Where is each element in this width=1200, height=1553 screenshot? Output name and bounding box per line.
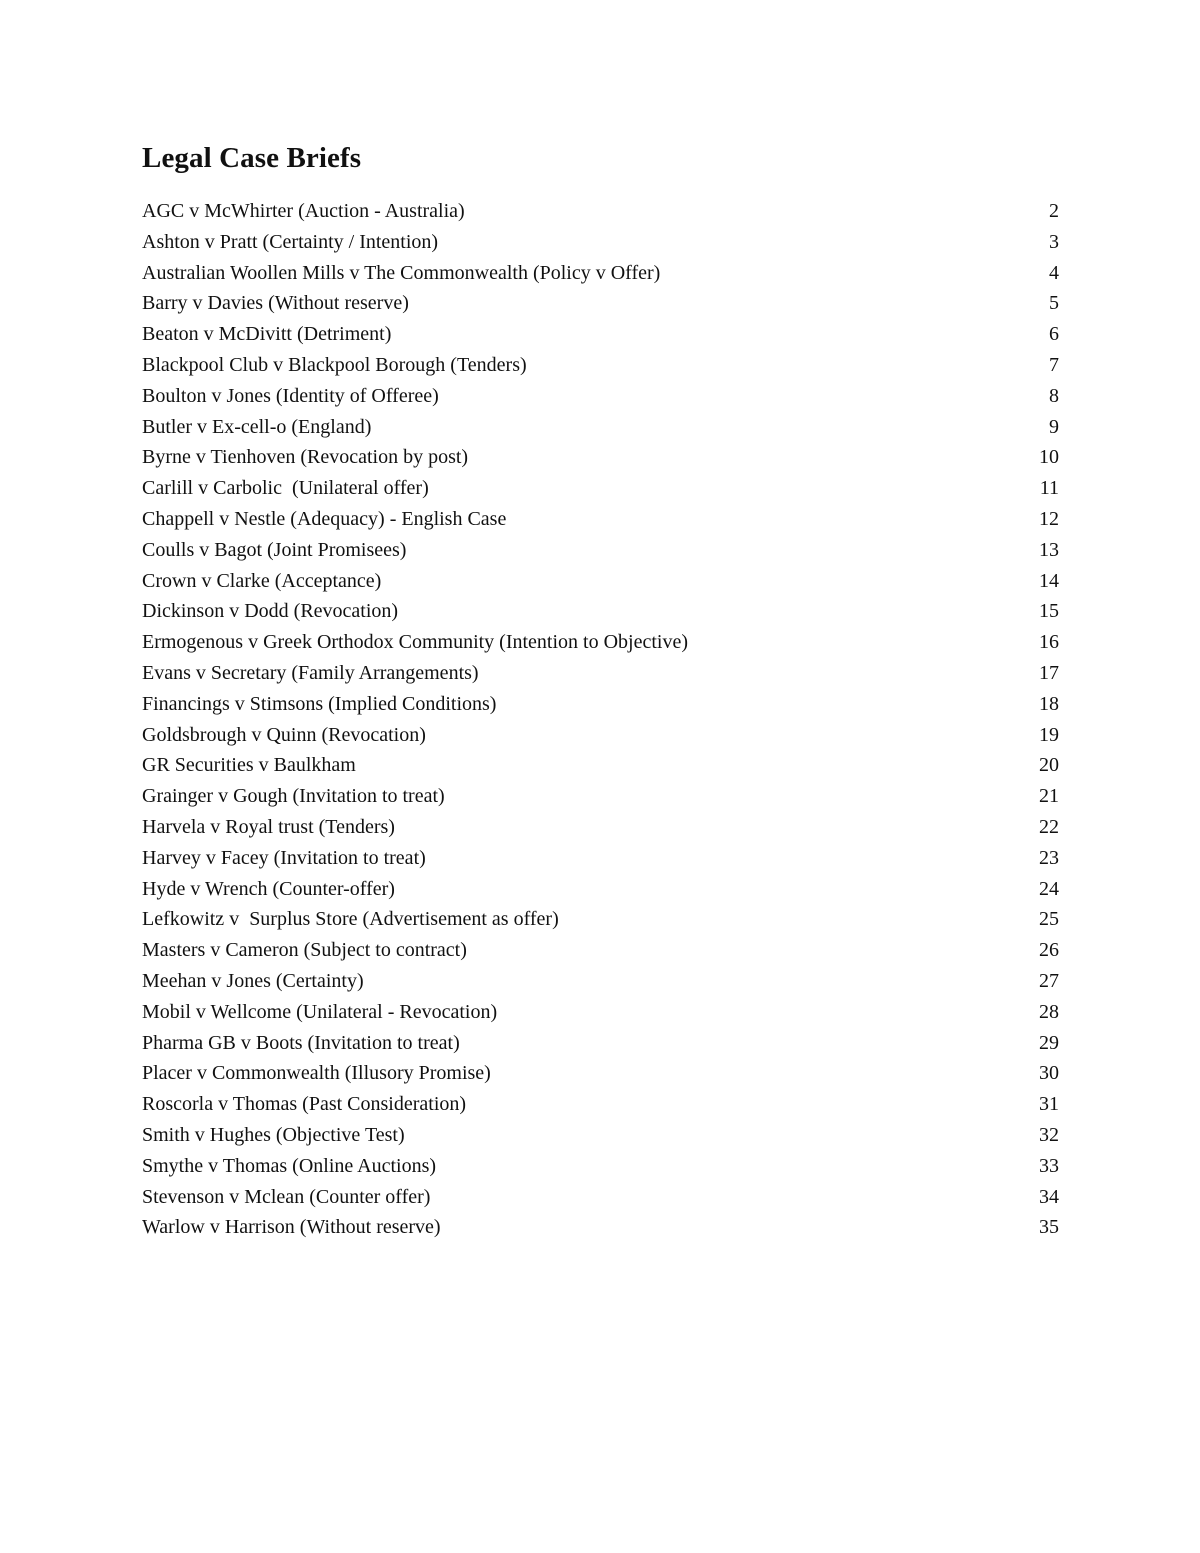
case-name: GR Securities v Baulkham <box>142 754 356 777</box>
toc-entry <box>142 997 1059 1028</box>
page-number: 27 <box>1039 969 1059 992</box>
case-name: Boulton v Jones (Identity of Offeree) <box>142 384 439 407</box>
case-name: Smythe v Thomas (Online Auctions) <box>142 1154 437 1177</box>
toc-entry <box>142 689 1059 720</box>
case-name: Financings v Stimsons (Implied Conditions) <box>142 692 497 715</box>
page-number: 17 <box>1039 661 1059 684</box>
toc-entry <box>142 473 1059 504</box>
page-number: 20 <box>1039 754 1059 777</box>
toc-entry <box>142 966 1059 997</box>
toc-entry <box>142 781 1059 812</box>
case-name: AGC v McWhirter (Auction - Australia) <box>142 200 465 222</box>
toc-entry <box>142 412 1059 443</box>
case-name: Grainger v Gough (Invitation to treat) <box>142 785 445 808</box>
case-name: Butler v Ex-cell-o (England) <box>142 415 372 438</box>
page-number: 12 <box>1039 507 1059 530</box>
case-name: Blackpool Club v Blackpool Borough (Tenders) <box>142 353 527 376</box>
toc-entry <box>142 1089 1059 1120</box>
page-number: 23 <box>1039 846 1059 869</box>
toc-entry <box>142 935 1059 966</box>
case-name: Australian Woollen Mills v The Commonwealth (Policy v Offer) <box>142 261 661 284</box>
page-number: 19 <box>1039 723 1059 746</box>
page-number: 26 <box>1039 939 1059 962</box>
case-name: Meehan v Jones (Certainty) <box>142 969 364 992</box>
case-name: Beaton v McDivitt (Detriment) <box>142 323 392 346</box>
toc-entry <box>142 504 1059 535</box>
page-number: 11 <box>1039 477 1059 500</box>
case-name: Mobil v Wellcome (Unilateral - Revocation) <box>142 1000 498 1023</box>
case-name: Dickinson v Dodd (Revocation) <box>142 600 399 623</box>
case-name: Roscorla v Thomas (Past Consideration) <box>142 1093 467 1116</box>
toc-entry <box>142 1120 1059 1151</box>
case-name: Byrne v Tienhoven (Revocation by post) <box>142 446 469 469</box>
toc-entry <box>142 750 1059 781</box>
page-number: 3 <box>1049 230 1059 253</box>
case-name: Barry v Davies (Without reserve) <box>142 292 409 315</box>
case-name: Goldsbrough v Quinn (Revocation) <box>142 723 426 746</box>
page-number: 10 <box>1039 446 1059 469</box>
case-name: Harvey v Facey (Invitation to treat) <box>142 846 426 869</box>
case-name: Warlow v Harrison (Without reserve) <box>142 1216 441 1239</box>
page-number: 15 <box>1039 600 1059 623</box>
toc-entry <box>142 566 1059 597</box>
page-number: 21 <box>1039 785 1059 808</box>
page-number: 14 <box>1039 569 1059 592</box>
case-name: Coulls v Bagot (Joint Promisees) <box>142 538 407 561</box>
page-number: 33 <box>1039 1154 1059 1177</box>
case-name: Hyde v Wrench (Counter-offer) <box>142 877 395 900</box>
toc-entry <box>142 874 1059 905</box>
toc-entry <box>142 1212 1059 1243</box>
toc-entry <box>142 288 1059 319</box>
case-name: Chappell v Nestle (Adequacy) - English Case <box>142 507 507 530</box>
page-number: 6 <box>1049 323 1059 346</box>
toc-entry <box>142 1058 1059 1089</box>
page-number: 24 <box>1039 877 1059 900</box>
toc-entry <box>142 843 1059 874</box>
case-name: Pharma GB v Boots (Invitation to treat) <box>142 1031 460 1054</box>
page-number: 2 <box>1049 200 1059 222</box>
toc-entry <box>142 1182 1059 1213</box>
case-name: Ermogenous v Greek Orthodox Community (Intention to Objective) <box>142 631 689 654</box>
page-number: 32 <box>1039 1123 1059 1146</box>
toc-entry <box>142 658 1059 689</box>
case-name: Ashton v Pratt (Certainty / Intention) <box>142 230 439 253</box>
page-number: 22 <box>1039 815 1059 838</box>
toc-entry <box>142 720 1059 751</box>
toc-entry <box>142 258 1059 289</box>
page-number: 4 <box>1049 261 1059 284</box>
page-number: 13 <box>1039 538 1059 561</box>
case-name: Placer v Commonwealth (Illusory Promise) <box>142 1062 491 1085</box>
page-number: 30 <box>1039 1062 1059 1085</box>
case-name: Crown v Clarke (Acceptance) <box>142 569 382 592</box>
page-number: 25 <box>1039 908 1059 931</box>
case-name: Carlill v Carbolic (Unilateral offer) <box>142 477 429 500</box>
page-number: 31 <box>1039 1093 1059 1116</box>
toc-entry <box>142 535 1059 566</box>
document-title: Legal Case Briefs <box>142 142 362 174</box>
toc-entry <box>142 381 1059 412</box>
page-number: 28 <box>1039 1000 1059 1023</box>
page-number: 8 <box>1049 384 1059 407</box>
page-number: 5 <box>1049 292 1059 315</box>
case-name: Lefkowitz v Surplus Store (Advertisement as offer) <box>142 908 559 931</box>
toc-entry <box>142 1028 1059 1059</box>
toc-entry <box>142 350 1059 381</box>
page-number: 35 <box>1039 1216 1059 1239</box>
case-name: Stevenson v Mclean (Counter offer) <box>142 1185 431 1208</box>
toc-entry <box>142 227 1059 258</box>
page-number: 18 <box>1039 692 1059 715</box>
toc-entry <box>142 596 1059 627</box>
page-number: 16 <box>1039 631 1059 654</box>
toc-entry <box>142 319 1059 350</box>
page-number: 34 <box>1039 1185 1059 1208</box>
table-of-contents <box>142 196 1059 1243</box>
toc-entry <box>142 904 1059 935</box>
toc-entry <box>142 196 1059 227</box>
toc-entry <box>142 1151 1059 1182</box>
toc-entry <box>142 627 1059 658</box>
case-name: Evans v Secretary (Family Arrangements) <box>142 661 479 684</box>
page-number: 29 <box>1039 1031 1059 1054</box>
toc-entry <box>142 442 1059 473</box>
toc-entry <box>142 812 1059 843</box>
case-name: Smith v Hughes (Objective Test) <box>142 1123 405 1146</box>
case-name: Harvela v Royal trust (Tenders) <box>142 815 395 838</box>
page-number: 7 <box>1049 353 1059 376</box>
case-name: Masters v Cameron (Subject to contract) <box>142 939 467 962</box>
page-number: 9 <box>1049 415 1059 438</box>
